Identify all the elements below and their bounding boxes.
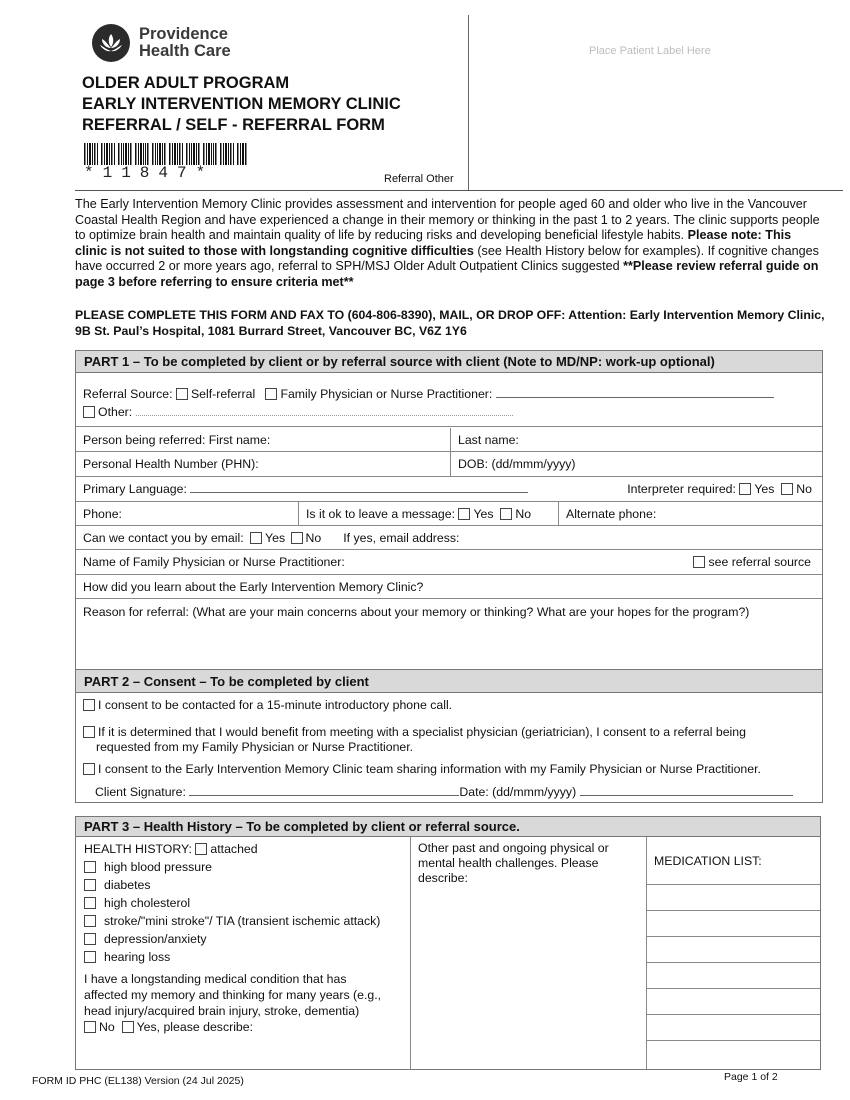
email-address-field[interactable]: If yes, email address: (343, 530, 460, 545)
longstanding-yes-checkbox[interactable] (122, 1021, 134, 1033)
condition-item (84, 912, 410, 930)
dob-label: DOB: (dd/mmm/yyyy) (458, 457, 576, 471)
consent-specialist (83, 725, 746, 755)
condition-label: depression/anxiety (104, 932, 207, 946)
reason-for-referral-label: Reason for referral: (What are your main concerns about your memory or thinking? What are your hopes for the program?) (83, 605, 750, 619)
health-history-column (76, 837, 410, 1069)
other-health-text-3: describe: (418, 871, 468, 885)
interpreter-yes-checkbox[interactable] (739, 483, 751, 495)
part1-heading: PART 1 – To be completed by client or by referral source with client (Note to MD/NP: work-up optional) (76, 351, 822, 373)
how-learn-row[interactable] (76, 575, 822, 599)
leave-message-yes-checkbox[interactable] (458, 508, 470, 520)
consent-sharing-checkbox[interactable] (83, 763, 95, 775)
medication-row[interactable] (647, 989, 820, 1015)
title-line-3: REFERRAL / SELF - REFERRAL FORM (82, 116, 385, 134)
phone-field[interactable] (76, 502, 298, 525)
condition-item (84, 948, 410, 966)
self-referral-checkbox[interactable] (176, 388, 188, 400)
intro-paragraph (75, 197, 825, 290)
form-type-label: Referral Other (384, 173, 454, 185)
longstanding-text-3: head injury/acquired brain injury, stroke, dementia) (84, 1004, 360, 1018)
logo-text-line2: Health Care (139, 42, 231, 60)
header-divider (468, 15, 469, 191)
medication-row[interactable] (647, 937, 820, 963)
consent-phone-call (83, 698, 452, 712)
client-signature-label: Client Signature: (95, 785, 186, 799)
referral-source-label: Referral Source: (83, 387, 173, 401)
signature-row (95, 785, 793, 799)
health-history-label: HEALTH HISTORY: (84, 842, 192, 856)
email-row (76, 526, 822, 550)
condition-label: stroke/"mini stroke"/ TIA (transient ischemic attack) (104, 914, 381, 928)
phn-label: Personal Health Number (PHN): (83, 457, 259, 471)
email-no-checkbox[interactable] (291, 532, 303, 544)
other-referral-input[interactable] (136, 405, 513, 416)
dob-field[interactable] (450, 452, 822, 476)
longstanding-no-checkbox[interactable] (84, 1021, 96, 1033)
consent-specialist-label-2: requested from my Family Physician or Nurse Practitioner. (96, 740, 414, 754)
consent-sharing-label: I consent to the Early Intervention Memory Clinic team sharing information with my Family Physician or Nurse Practitioner. (98, 762, 761, 776)
medication-row[interactable] (647, 911, 820, 937)
leave-message-label: Is it ok to leave a message: (306, 506, 456, 521)
medication-list-header: MEDICATION LIST: (647, 837, 820, 885)
intro-text: The Early Intervention Memory Clinic provides assessment and intervention for people aged 60 and older who live in the Vancouver Coastal Health Region and have experienced a change in their memory or thinking in the past 1 to 2 years. The clinic supports people to optimize brain health and maintain quality of life by reducing risks and developing beneficial lifestyle habits. (75, 197, 820, 242)
referral-source-row (76, 373, 822, 427)
signature-date-input[interactable] (580, 785, 793, 796)
see-referral-source-checkbox[interactable] (693, 556, 705, 568)
other-referral-checkbox[interactable] (83, 406, 95, 418)
longstanding-text-2: affected my memory and thinking for many years (e.g., (84, 988, 382, 1002)
interpreter-no-label: No (796, 482, 812, 496)
other-health-text-2: mental health challenges. Please (418, 856, 599, 870)
condition-item (84, 894, 410, 912)
first-name-field[interactable] (76, 428, 450, 451)
form-title (82, 73, 401, 136)
consent-phone-call-checkbox[interactable] (83, 699, 95, 711)
form-id: FORM ID PHC (EL138) Version (24 Jul 2025) (32, 1075, 244, 1087)
email-no-label: No (305, 530, 322, 545)
condition-checkbox-high-blood-pressure[interactable] (84, 861, 96, 873)
submission-instructions: PLEASE COMPLETE THIS FORM AND FAX TO (604-806-8390), MAIL, OR DROP OFF: Attention: Early Intervention Memory Clinic, 9B St. Paul’s Hospital, 1081 Burrard Street, Vancouver BC, V6Z 1Y6 (75, 308, 825, 338)
intro-review-bold: **Please review referral guide on page 3 before referring to ensure criteria met** (75, 259, 819, 289)
leave-message-no-label: No (515, 506, 532, 521)
medication-list (646, 837, 820, 1069)
physician-name-field[interactable]: Name of Family Physician or Nurse Practitioner: (83, 555, 345, 569)
physician-referral-checkbox[interactable] (265, 388, 277, 400)
consent-specialist-label: If it is determined that I would benefit from meeting with a specialist physician (geriatrician), I consent to a referral being (98, 725, 746, 739)
medication-row[interactable] (647, 1015, 820, 1041)
condition-checkbox-depression-anxiety[interactable] (84, 933, 96, 945)
longstanding-yes-label: Yes, please describe: (136, 1020, 254, 1034)
part1-section (75, 350, 823, 670)
last-name-label: Last name: (458, 432, 519, 447)
condition-checkbox-hearing-loss[interactable] (84, 951, 96, 963)
client-signature-input[interactable] (189, 785, 459, 796)
language-row (76, 477, 822, 502)
other-health-challenges-field[interactable] (410, 837, 646, 1069)
reason-for-referral-field[interactable] (76, 599, 822, 670)
medication-row[interactable] (647, 885, 820, 911)
physician-referral-label: Family Physician or Nurse Practitioner: (280, 387, 493, 401)
title-line-1: OLDER ADULT PROGRAM (82, 74, 290, 92)
name-row (76, 428, 822, 452)
header-bottom-rule (75, 190, 843, 191)
providence-logo (92, 24, 231, 62)
last-name-field[interactable] (450, 428, 822, 451)
email-yes-checkbox[interactable] (250, 532, 262, 544)
patient-label-area[interactable]: Place Patient Label Here (589, 45, 711, 57)
intro-note-bold: Please note: This clinic is not suited to those with longstanding cognitive difficulties (75, 228, 792, 258)
intro-text-2: (see Health History below for examples). If cognitive changes have occurred 2 or more years ago, referral to SPH/MSJ Older Adult Outpatient Clinics suggested (75, 243, 819, 273)
first-name-label: Person being referred: First name: (83, 432, 271, 447)
leave-message-no-checkbox[interactable] (500, 508, 512, 520)
part3-section (75, 816, 821, 1070)
medication-row[interactable] (647, 963, 820, 989)
primary-language-input[interactable] (190, 482, 528, 493)
part2-heading: PART 2 – Consent – To be completed by client (76, 670, 822, 693)
part2-section (75, 669, 823, 803)
lotus-logo-icon (92, 24, 130, 62)
phn-field[interactable] (76, 452, 450, 476)
medication-row[interactable] (647, 1041, 820, 1067)
condition-checkbox-high-cholesterol[interactable] (84, 897, 96, 909)
leave-message-yes-label: Yes (473, 506, 494, 521)
longstanding-no-label: No (99, 1020, 115, 1034)
condition-item (84, 876, 410, 894)
interpreter-no-checkbox[interactable] (781, 483, 793, 495)
alternate-phone-field[interactable] (558, 502, 822, 525)
self-referral-label: Self-referral (190, 387, 256, 401)
email-yes-label: Yes (265, 530, 286, 545)
physician-row (76, 550, 822, 575)
interpreter-yes-label: Yes (754, 482, 775, 496)
condition-label: hearing loss (104, 950, 171, 964)
title-line-2: EARLY INTERVENTION MEMORY CLINIC (82, 95, 401, 113)
logo-text-line1: Providence (139, 25, 228, 43)
primary-language-label: Primary Language: (83, 482, 187, 496)
see-referral-source-label: see referral source (708, 555, 811, 569)
barcode-number: *11847* (84, 164, 215, 182)
part3-heading: PART 3 – Health History – To be completed by client or referral source. (76, 817, 820, 837)
other-referral-label: Other: (98, 405, 133, 419)
condition-label: high cholesterol (104, 896, 191, 910)
condition-item (84, 858, 410, 876)
consent-specialist-checkbox[interactable] (83, 726, 95, 738)
signature-date-label: Date: (dd/mmm/yyyy) (459, 785, 577, 799)
how-learn-label: How did you learn about the Early Intervention Memory Clinic? (83, 579, 424, 594)
phone-label: Phone: (83, 506, 122, 521)
health-history-attached-label: attached (210, 842, 258, 856)
interpreter-label: Interpreter required: (627, 482, 736, 496)
alternate-phone-label: Alternate phone: (566, 506, 657, 521)
longstanding-condition (84, 971, 410, 1035)
health-history-attached-checkbox[interactable] (195, 843, 207, 855)
condition-label: high blood pressure (104, 860, 213, 874)
condition-label: diabetes (104, 878, 151, 892)
condition-checkbox-stroke[interactable] (84, 915, 96, 927)
phn-row (76, 452, 822, 477)
consent-sharing (83, 762, 761, 776)
email-contact-label: Can we contact you by email: (83, 530, 244, 545)
physician-referral-input[interactable] (496, 387, 774, 398)
phone-row (76, 502, 822, 526)
condition-item (84, 930, 410, 948)
barcode-icon (84, 143, 247, 165)
leave-message-field (298, 502, 558, 525)
condition-checkbox-diabetes[interactable] (84, 879, 96, 891)
consent-phone-call-label: I consent to be contacted for a 15-minute introductory phone call. (98, 698, 453, 712)
longstanding-text-1: I have a longstanding medical condition that has (84, 972, 347, 986)
page-number: Page 1 of 2 (724, 1071, 778, 1083)
other-health-text-1: Other past and ongoing physical or (418, 841, 609, 855)
